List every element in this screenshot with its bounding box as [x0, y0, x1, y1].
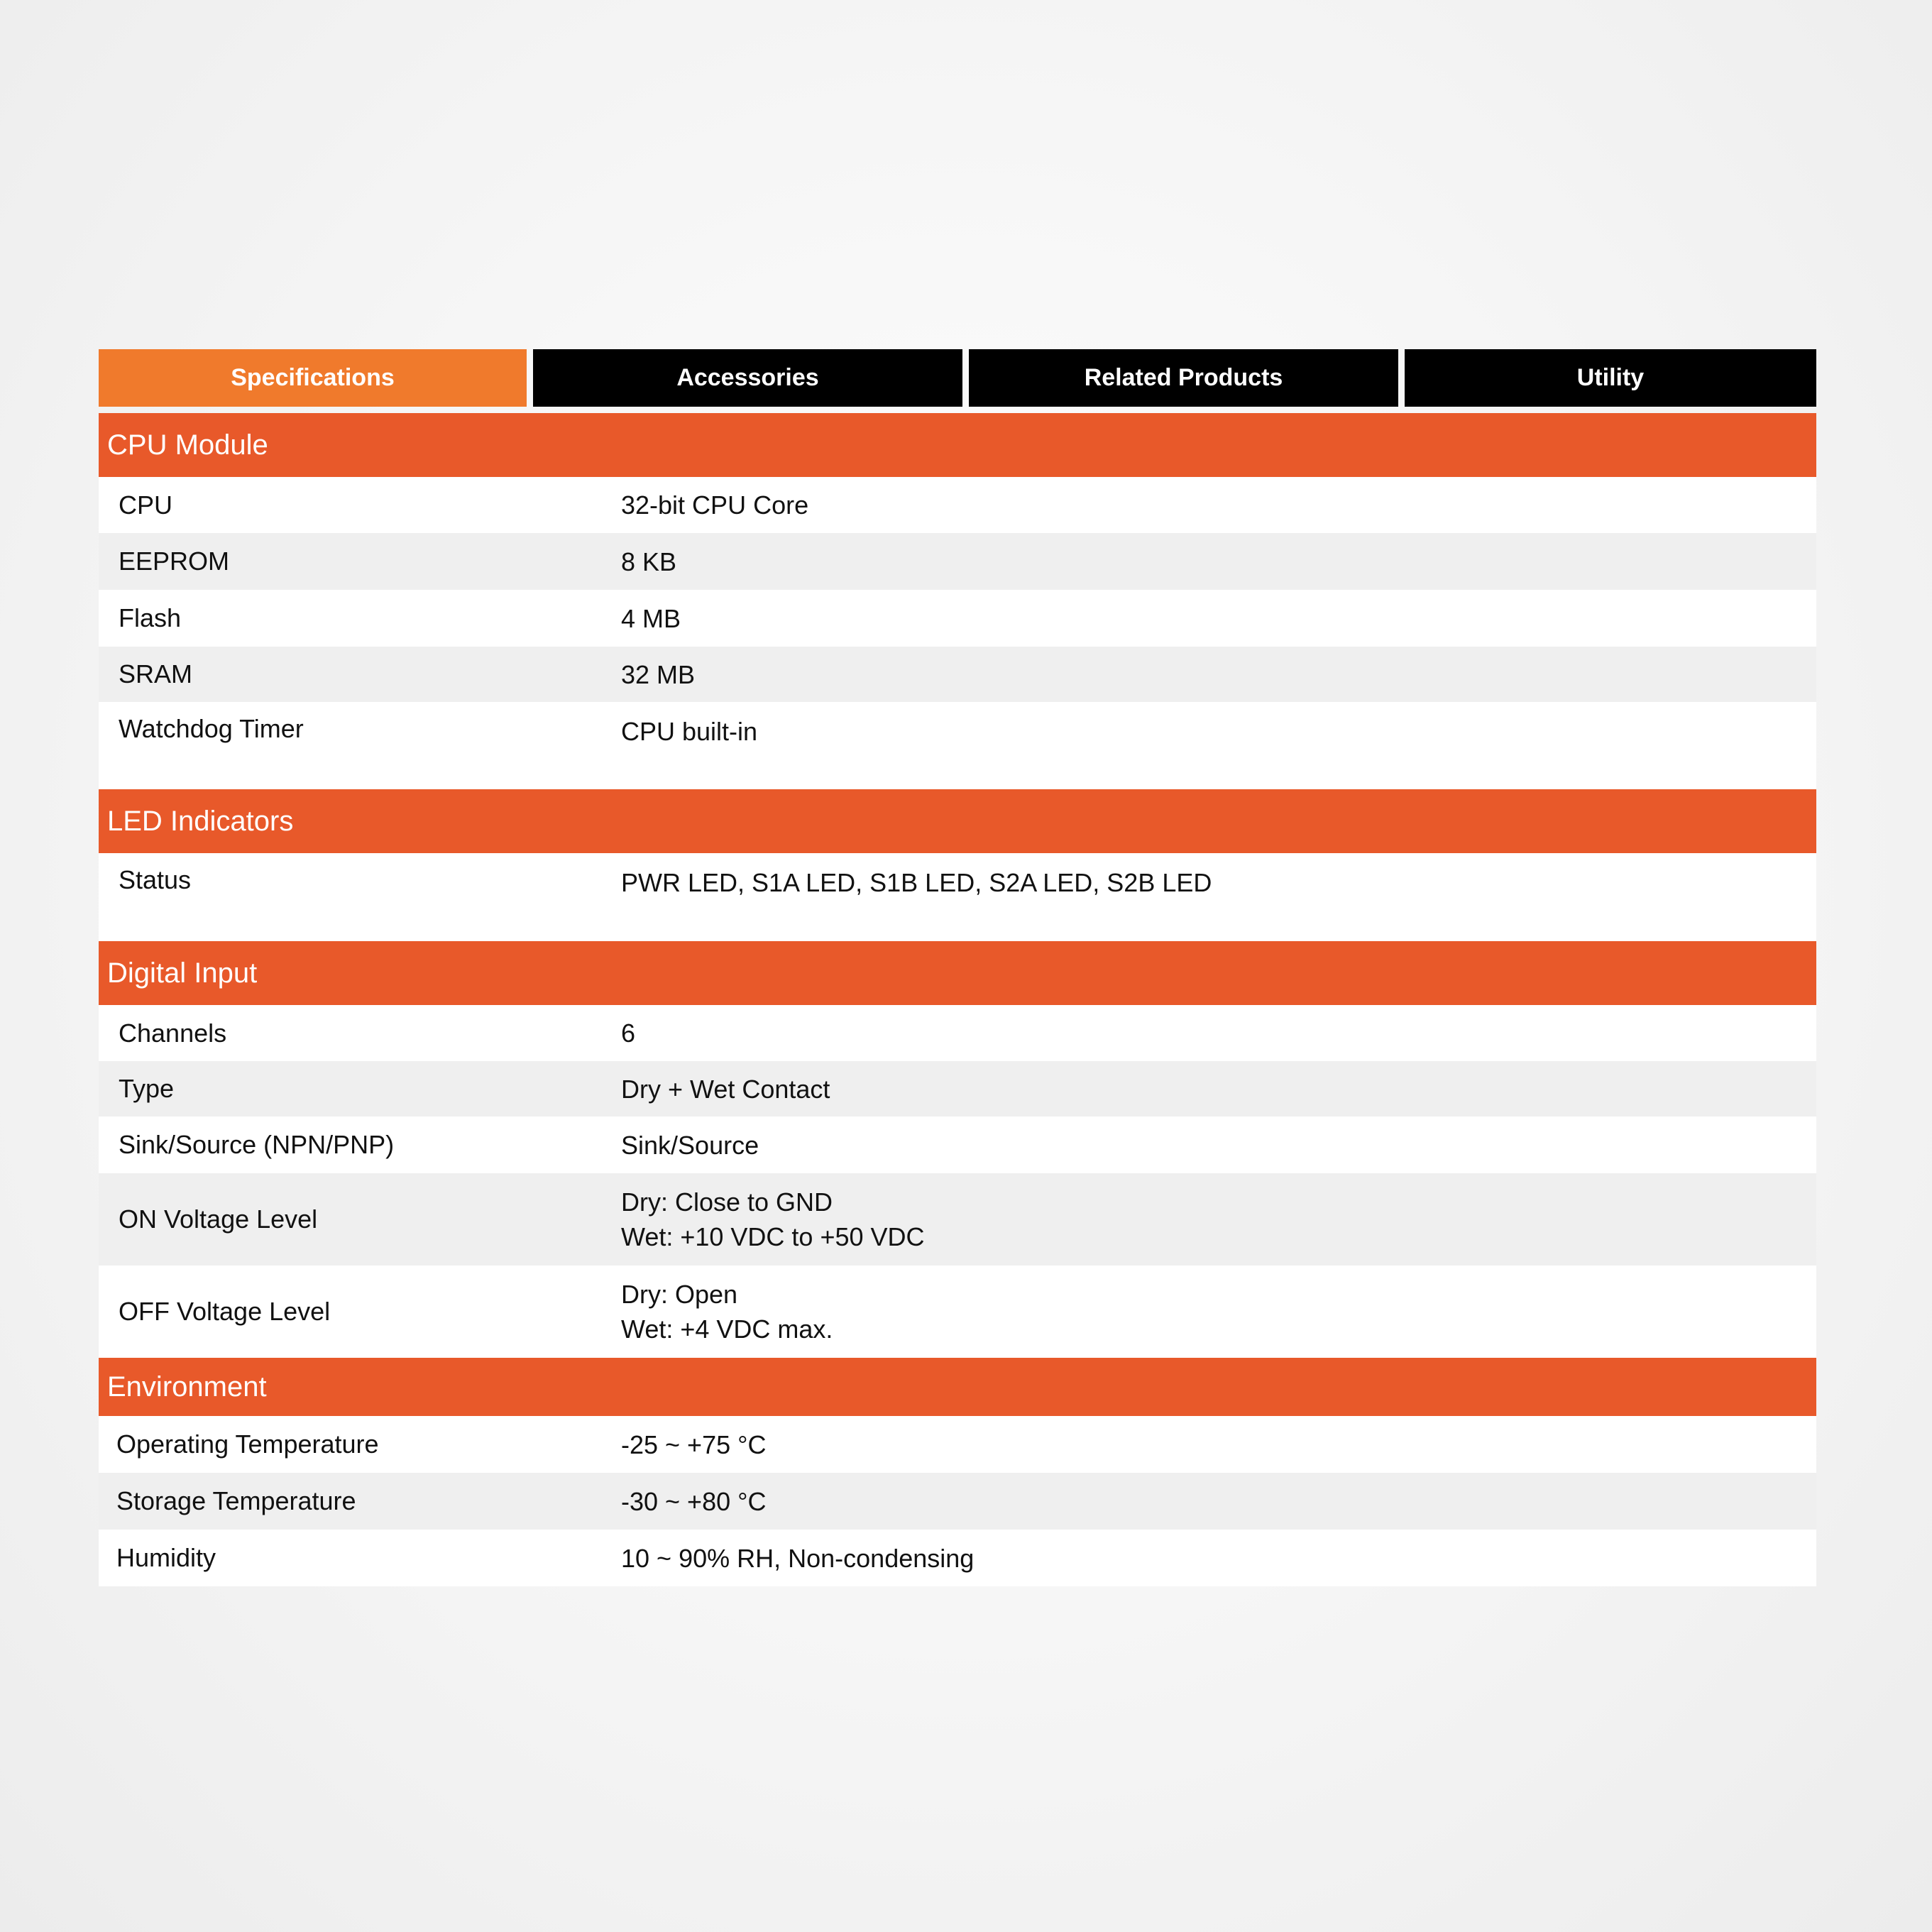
- spec-value: PWR LED, S1A LED, S1B LED, S2A LED, S2B LED: [621, 868, 1212, 897]
- spec-label: Status: [119, 865, 192, 894]
- spec-value-line: Wet: +10 VDC to +50 VDC: [621, 1222, 925, 1251]
- spec-value: 32-bit CPU Core: [621, 490, 809, 520]
- spec-label: EEPROM: [119, 547, 230, 576]
- spec-value: 6: [621, 1019, 636, 1048]
- spec-value-line: Wet: +4 VDC max.: [621, 1314, 833, 1344]
- section-header-cpu-module: CPU Module: [99, 413, 1816, 477]
- spec-value-line: Dry: Close to GND: [621, 1187, 833, 1217]
- spec-row: [99, 1473, 1816, 1530]
- spec-label: Humidity: [116, 1543, 216, 1572]
- spec-value: 8 KB: [621, 547, 677, 576]
- spec-row: [99, 1530, 1816, 1586]
- spec-row: [99, 533, 1816, 590]
- spec-row: [99, 1416, 1816, 1473]
- spec-value-line: Dry: Open: [621, 1280, 738, 1309]
- spec-value: [621, 1185, 1816, 1254]
- spec-row: [99, 1005, 1816, 1061]
- tab-utility[interactable]: Utility: [1405, 349, 1816, 407]
- spec-value: CPU built-in: [621, 717, 758, 746]
- tab-related-products[interactable]: Related Products: [969, 349, 1398, 407]
- section-header-digital-input: Digital Input: [99, 941, 1816, 1005]
- spec-value: 10 ~ 90% RH, Non-condensing: [621, 1543, 975, 1573]
- spec-label: SRAM: [119, 659, 193, 688]
- section-header-environment: Environment: [99, 1358, 1816, 1416]
- spec-row: [99, 477, 1816, 533]
- spec-label: Channels: [119, 1018, 227, 1048]
- spec-value: -30 ~ +80 °C: [621, 1486, 767, 1516]
- spec-row: [99, 853, 1816, 941]
- spec-row: [99, 1116, 1816, 1173]
- spec-label: ON Voltage Level: [119, 1204, 318, 1234]
- spec-row: [99, 1266, 1816, 1358]
- spec-row: [99, 590, 1816, 647]
- section-header-led-indicators: LED Indicators: [99, 789, 1816, 853]
- spec-value: Sink/Source: [621, 1130, 759, 1160]
- spec-label: Flash: [119, 603, 182, 632]
- spec-label: OFF Voltage Level: [119, 1297, 331, 1326]
- spec-label: Type: [119, 1074, 175, 1103]
- spec-value: -25 ~ +75 °C: [621, 1429, 767, 1459]
- spec-label: Storage Temperature: [116, 1486, 356, 1515]
- spec-row: [99, 647, 1816, 702]
- spec-row: [99, 702, 1816, 789]
- spec-row: [99, 1061, 1816, 1116]
- tab-accessories[interactable]: Accessories: [533, 349, 962, 407]
- spec-label: Sink/Source (NPN/PNP): [119, 1130, 395, 1159]
- spec-value: [621, 1277, 1816, 1346]
- spec-label: CPU: [119, 490, 173, 520]
- tab-specifications[interactable]: Specifications: [99, 349, 527, 407]
- spec-value: Dry + Wet Contact: [621, 1074, 830, 1104]
- spec-label: Operating Temperature: [116, 1429, 379, 1459]
- spec-label: Watchdog Timer: [119, 714, 304, 743]
- spec-value: 32 MB: [621, 659, 696, 689]
- spec-value: 4 MB: [621, 603, 681, 633]
- spec-row: [99, 1173, 1816, 1266]
- specifications-panel: [99, 349, 1816, 1586]
- tab-bar: [99, 349, 1816, 407]
